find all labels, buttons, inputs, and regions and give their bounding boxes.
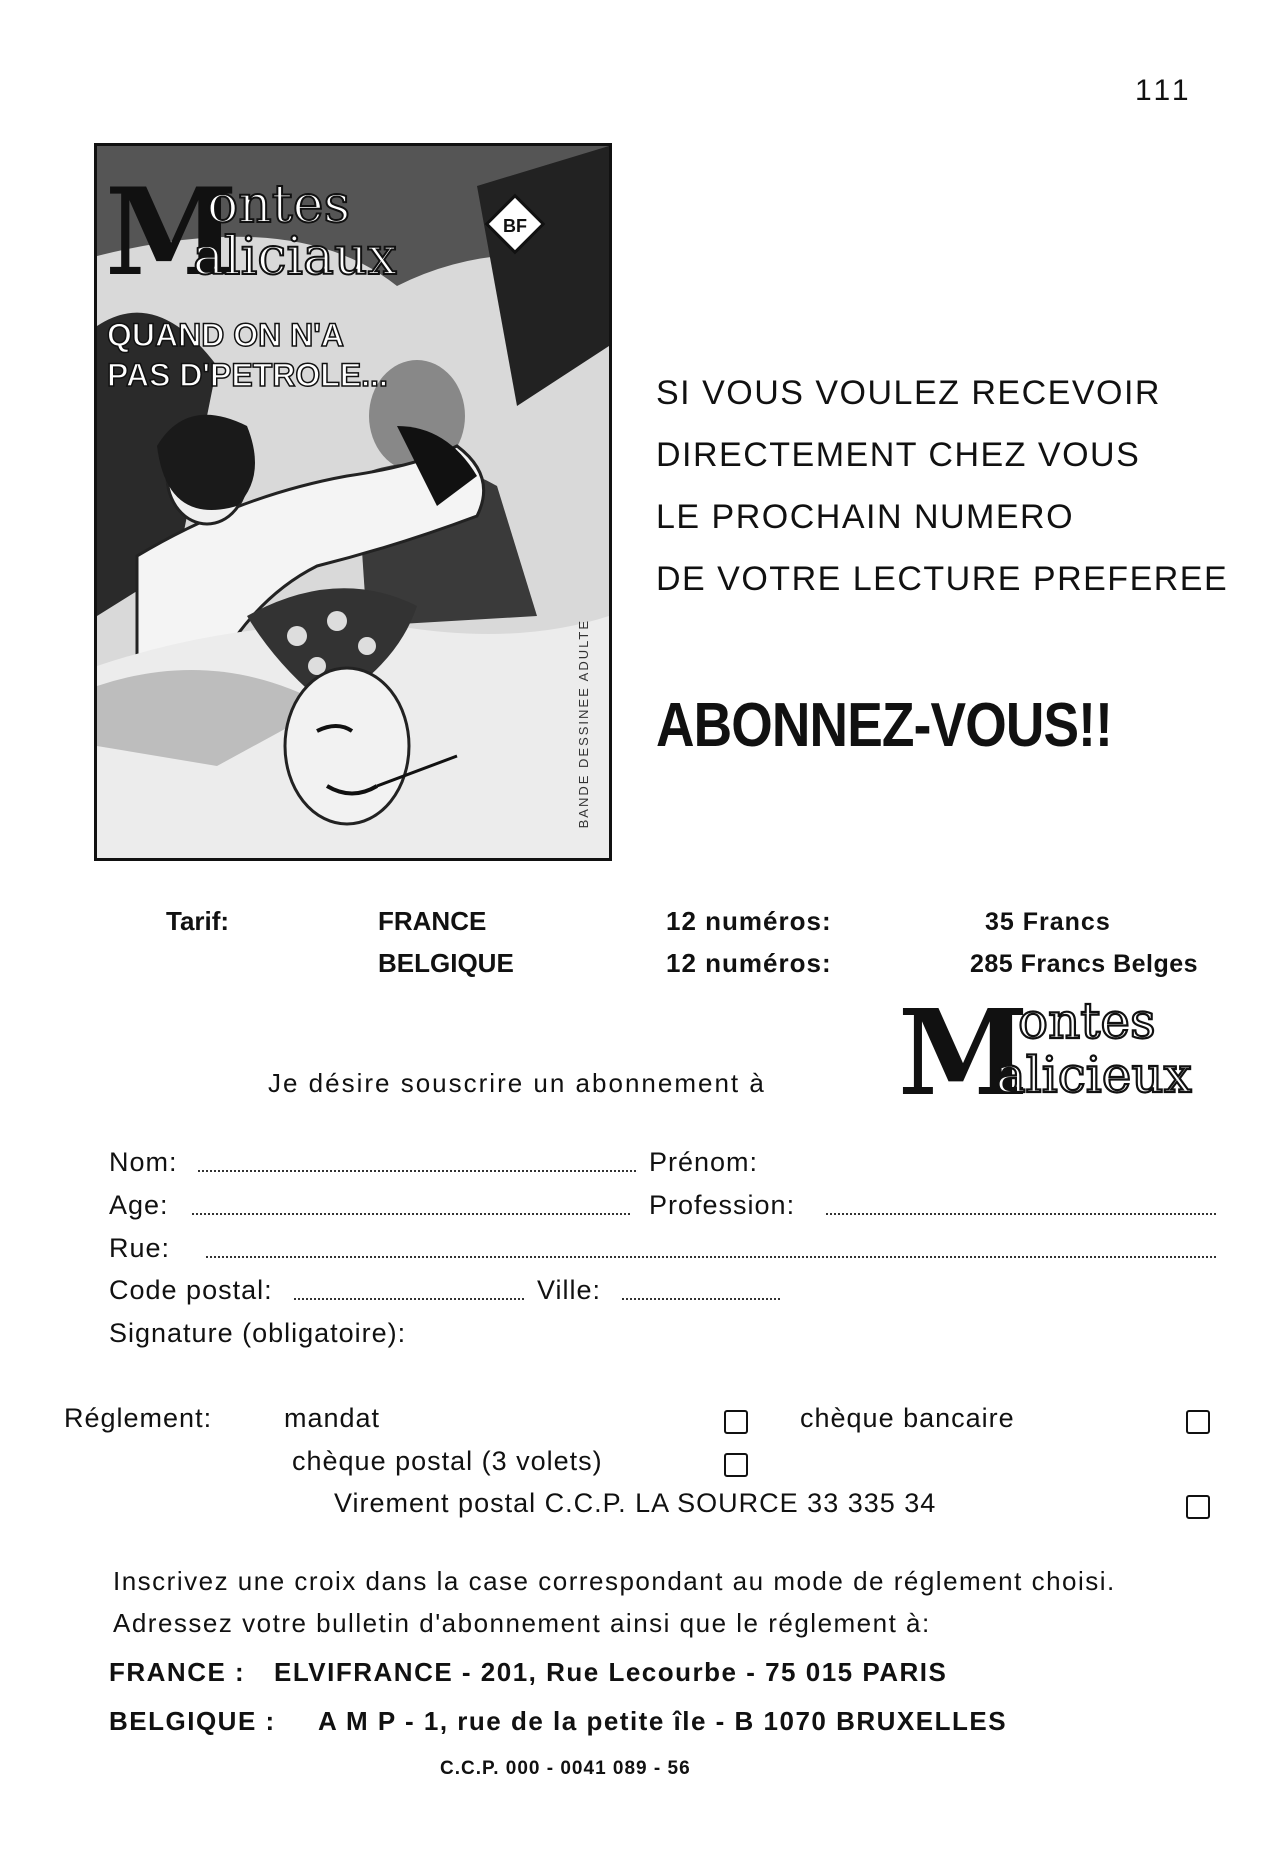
nom-label: Nom:	[109, 1147, 178, 1177]
intro-text	[656, 362, 1228, 610]
tarif-issues-france: 12 numéros:	[666, 906, 832, 936]
logo-graphic	[898, 990, 1218, 1110]
signature-label: Signature (obligatoire):	[109, 1318, 407, 1348]
cover-illustration	[97, 146, 609, 858]
cheque-bancaire-label: chèque bancaire	[800, 1403, 1015, 1433]
page-number: 111	[1135, 74, 1193, 107]
cheque-postal-label: chèque postal (3 volets)	[292, 1446, 603, 1476]
cheque-bancaire-checkbox[interactable]	[1186, 1410, 1210, 1434]
subscribe-text: Je désire souscrire un abonnement à	[268, 1068, 766, 1098]
cover-vertical-caption: BANDE DESSINEE ADULTE	[576, 618, 591, 828]
intro-line: LE PROCHAIN NUMERO	[656, 498, 1075, 536]
nom-field[interactable]	[198, 1170, 636, 1172]
mandat-label: mandat	[284, 1403, 381, 1433]
logo-word1: ontes	[1018, 992, 1156, 1050]
cover-title-line1: ontes	[207, 175, 351, 235]
intro-line: DE VOTRE LECTURE PREFEREE	[656, 560, 1229, 598]
belgique-address: A M P - 1, rue de la petite île - B 1070 BRUXELLES	[318, 1706, 1008, 1736]
tarif-country-france: FRANCE	[378, 906, 487, 936]
virement-checkbox[interactable]	[1186, 1495, 1210, 1519]
tarif-country-belgique: BELGIQUE	[378, 948, 514, 978]
ville-label: Ville:	[537, 1275, 602, 1305]
age-field[interactable]	[192, 1213, 630, 1215]
cover-badge: BF	[503, 216, 527, 236]
instruction-line: Adressez votre bulletin d'abonnement ainsi que le réglement à:	[113, 1608, 931, 1638]
cover-subtitle-line2: PAS D'PETROLE...	[107, 357, 388, 393]
cover-title-initial: M	[105, 162, 238, 303]
age-label: Age:	[109, 1190, 169, 1220]
call-to-action: ABONNEZ-VOUS!!	[656, 691, 1112, 760]
profession-field[interactable]	[826, 1213, 1216, 1215]
france-address: ELVIFRANCE - 201, Rue Lecourbe - 75 015 PARIS	[274, 1657, 948, 1687]
cover-title-line2: aliciaux	[193, 227, 397, 287]
virement-label: Virement postal C.C.P. LA SOURCE 33 335 34	[334, 1488, 937, 1518]
logo-initial: M	[898, 990, 1029, 1110]
code-postal-label: Code postal:	[109, 1275, 273, 1305]
rue-field[interactable]	[206, 1256, 1216, 1258]
france-address-label: FRANCE :	[109, 1657, 246, 1687]
profession-label: Profession:	[649, 1190, 796, 1220]
mandat-checkbox[interactable]	[724, 1410, 748, 1434]
magazine-logo	[898, 990, 1218, 1110]
cover-subtitle-line1: QUAND ON N'A	[107, 317, 344, 353]
code-postal-field[interactable]	[294, 1298, 524, 1300]
intro-line: SI VOUS VOULEZ RECEVOIR	[656, 374, 1161, 412]
instruction-line: Inscrivez une croix dans la case correspondant au mode de réglement choisi.	[113, 1566, 1116, 1596]
ccp-number: C.C.P. 000 - 0041 089 - 56	[440, 1758, 691, 1779]
logo-word2: alicieux	[996, 1046, 1192, 1104]
intro-line: DIRECTEMENT CHEZ VOUS	[656, 436, 1141, 474]
tarif-price-belgique: 285 Francs Belges	[970, 950, 1199, 978]
tarif-price-france: 35 Francs	[985, 908, 1111, 936]
belgique-address-label: BELGIQUE :	[109, 1706, 276, 1736]
ville-field[interactable]	[622, 1298, 780, 1300]
tarif-issues-belgique: 12 numéros:	[666, 948, 832, 978]
cheque-postal-checkbox[interactable]	[724, 1453, 748, 1477]
rue-label: Rue:	[109, 1233, 171, 1263]
magazine-cover	[94, 143, 612, 861]
reglement-label: Réglement:	[64, 1403, 213, 1433]
prenom-label: Prénom:	[649, 1147, 759, 1177]
tarif-label: Tarif:	[166, 906, 230, 936]
